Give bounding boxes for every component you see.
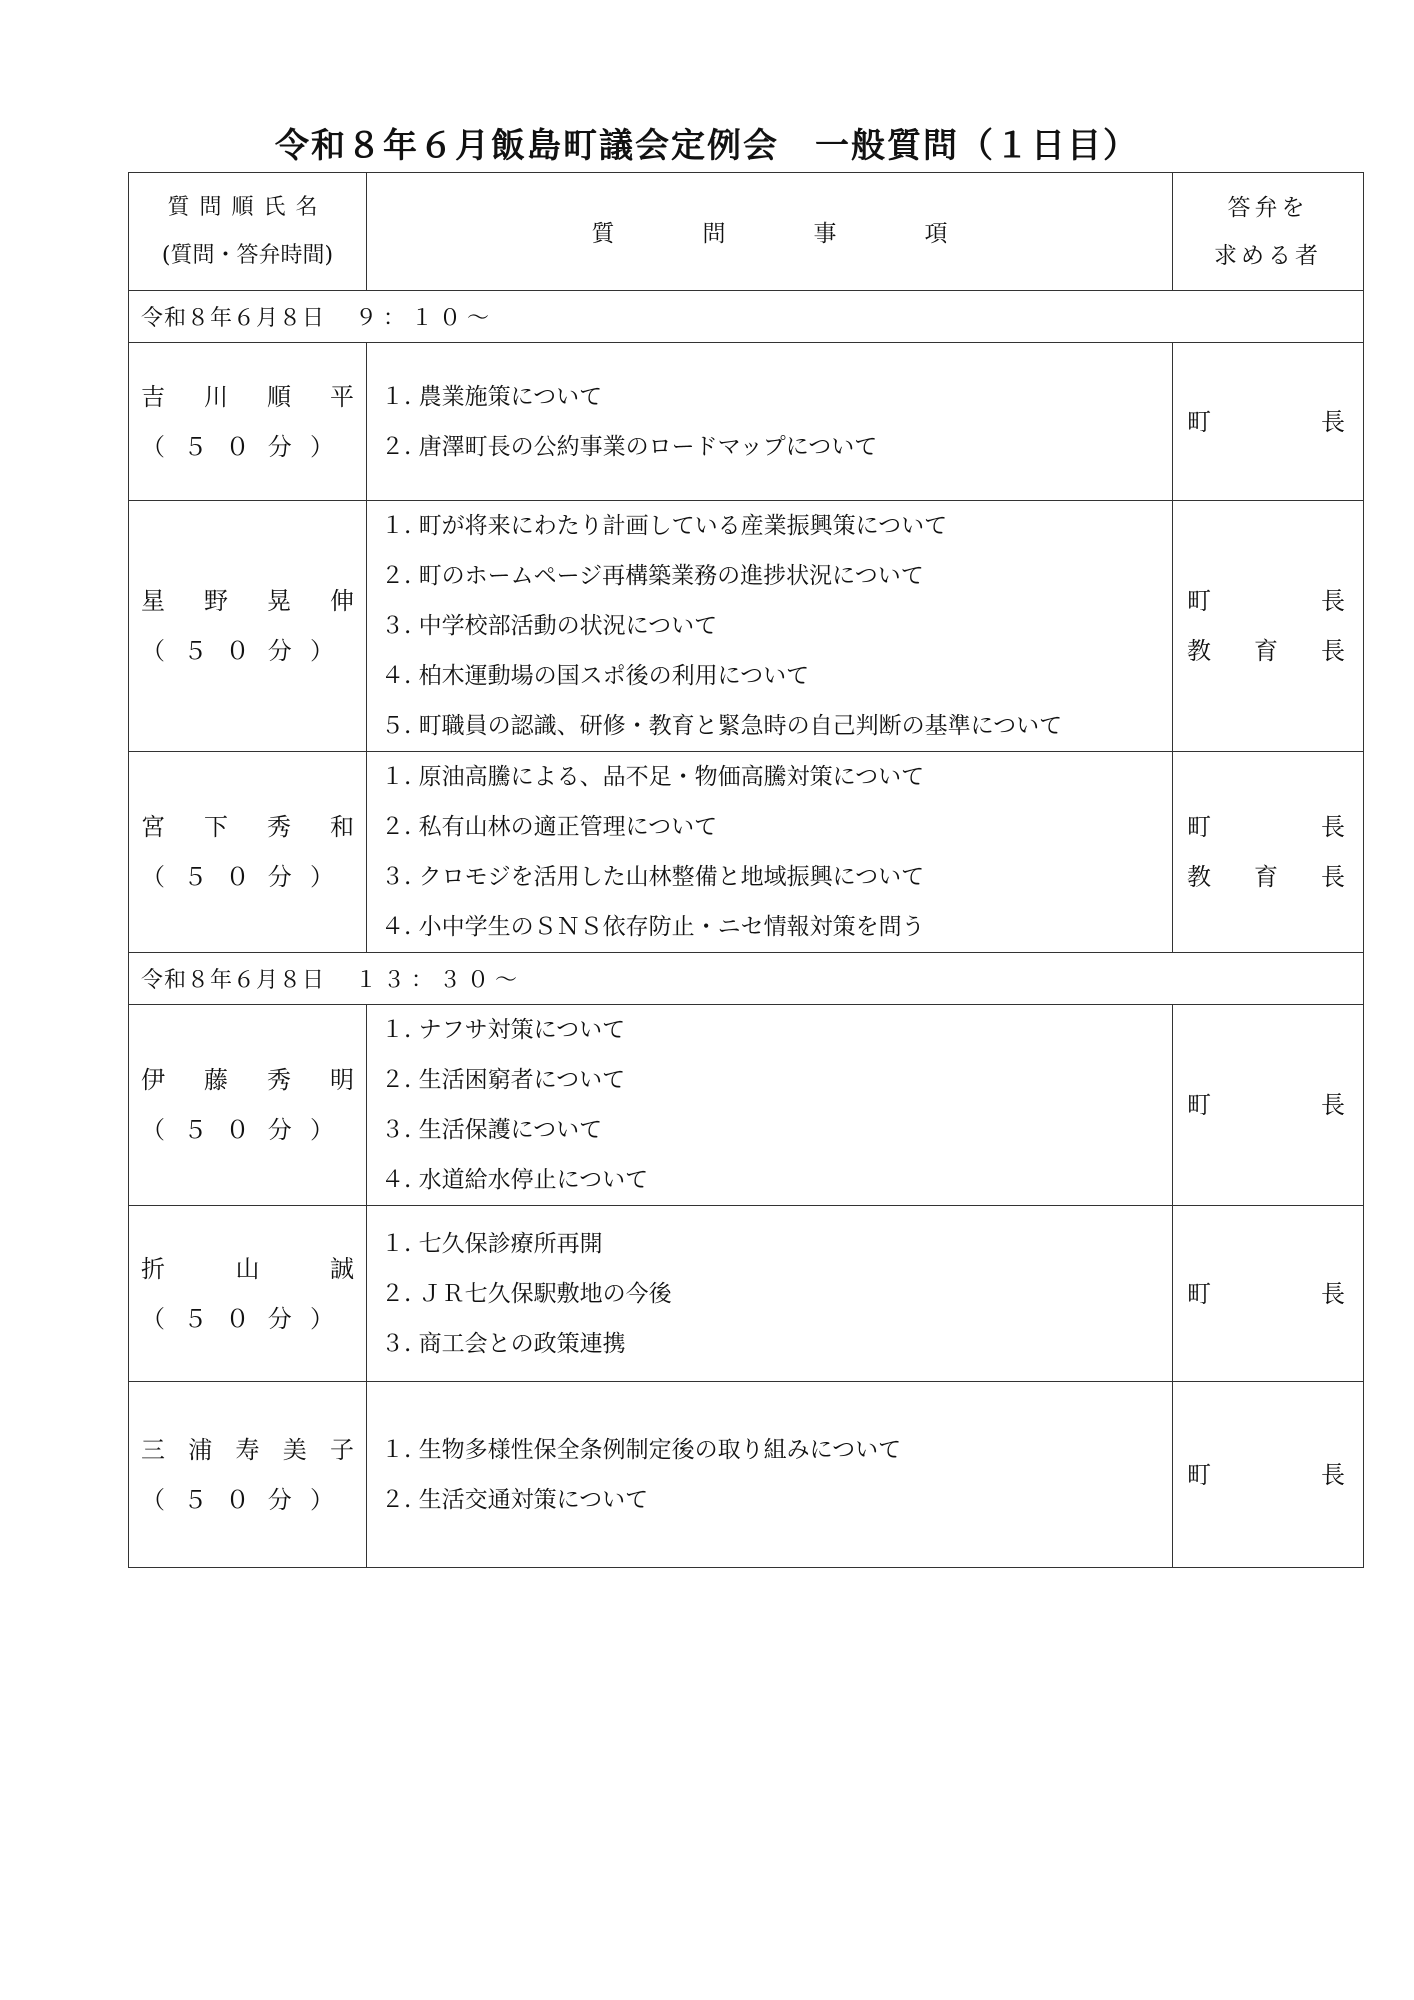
question-items-cell (367, 1005, 1173, 1206)
question-items-cell (367, 343, 1173, 501)
header-items-char: 問 (702, 221, 726, 247)
time-allotment-char: （ (141, 637, 165, 665)
questioner-name-char: 星 (141, 587, 165, 615)
questioner-name-char: 浦 (188, 1435, 213, 1464)
session-time: １３：３０～ (355, 968, 524, 993)
questioner-name-char: 晃 (267, 587, 291, 615)
responder-char: 教 (1187, 637, 1211, 665)
session-date: 令和８年６月８日 (141, 306, 326, 331)
responder-cell (1173, 1005, 1364, 1206)
questioner-name (141, 1244, 354, 1294)
question-item: １. 七久保診療所再開 (381, 1230, 603, 1257)
questioner-name-char: 和 (330, 813, 354, 841)
question-item: １. ナフサ対策について (381, 1017, 626, 1043)
table-row (129, 1206, 1364, 1382)
questioner-cell (129, 1206, 367, 1382)
question-item: １. 農業施策について (381, 383, 603, 410)
header-items-column (367, 173, 1173, 291)
time-allotment-char: ０ (225, 1116, 250, 1144)
time-allotment-char: （ (141, 1304, 165, 1333)
questioner-name-char: 伊 (141, 1066, 165, 1094)
questioner-name (141, 1055, 354, 1105)
time-allotment-char: ５ (183, 1485, 208, 1514)
questioner-name-char: 野 (204, 587, 228, 615)
questioner-name-char: 吉 (141, 382, 165, 411)
question-items-cell (367, 752, 1173, 953)
question-item: １. 町が将来にわたり計画している産業振興策について (381, 513, 948, 539)
header-responder-line1: 答弁を (1227, 194, 1309, 221)
questioner-name (141, 372, 354, 422)
questioner-name-char: 三 (141, 1435, 165, 1464)
question-item: ２. 町のホームページ再構築業務の進捗状況について (381, 563, 924, 589)
time-allotment-char: ５ (183, 1304, 208, 1333)
questioner-cell (129, 1005, 367, 1206)
question-items-cell (367, 1206, 1173, 1382)
time-allotment-char: 分 (267, 637, 292, 665)
responder-char: 町 (1187, 587, 1211, 615)
questioner-name-char: 川 (204, 382, 228, 411)
responder-cell (1173, 752, 1364, 953)
table-row (129, 752, 1364, 953)
responder-char: 長 (1321, 1091, 1345, 1119)
question-item: １. 生物多様性保全条例制定後の取り組みについて (381, 1436, 902, 1463)
question-item: ４. 柏木運動場の国スポ後の利用について (381, 663, 810, 689)
time-allotment-char: （ (141, 1485, 165, 1514)
time-allotment-char: 分 (267, 1116, 292, 1144)
time-allotment (141, 1475, 354, 1525)
session-row (129, 953, 1364, 1005)
questioner-name-char: 秀 (267, 813, 291, 841)
time-allotment (141, 422, 354, 472)
session-datetime (129, 291, 1364, 343)
time-allotment-char: ） (310, 1116, 334, 1144)
responder-char: 長 (1321, 407, 1345, 436)
session-datetime (129, 953, 1364, 1005)
time-allotment-char: ５ (183, 863, 208, 891)
question-item: ４. 水道給水停止について (381, 1167, 649, 1193)
questioner-cell (129, 1382, 367, 1568)
time-allotment-char: ０ (225, 637, 250, 665)
time-allotment-char: ５ (183, 1116, 208, 1144)
table-row (129, 501, 1364, 752)
time-allotment-char: （ (141, 432, 165, 461)
time-allotment-char: ） (310, 1485, 334, 1514)
time-allotment-char: 分 (267, 863, 292, 891)
questioner-name-char: 秀 (267, 1066, 291, 1094)
time-allotment-char: 分 (267, 432, 292, 461)
questioner-name (141, 1425, 354, 1475)
time-allotment-char: ５ (183, 432, 208, 461)
table-row (129, 1382, 1364, 1568)
time-allotment-char: 分 (267, 1485, 292, 1514)
questioner-name-char: 順 (267, 382, 291, 411)
responder-char: 育 (1254, 637, 1278, 665)
page-title: 令和８年６月飯島町議会定例会 一般質問（１日目） (275, 126, 1139, 166)
session-row (129, 291, 1364, 343)
time-allotment-char: ５ (183, 637, 208, 665)
questioner-name-char: 子 (330, 1435, 354, 1464)
responder-cell (1173, 501, 1364, 752)
responder-char: 町 (1187, 1460, 1211, 1489)
question-item: １. 原油高騰による、品不足・物価高騰対策について (381, 764, 925, 790)
questioner-name-char: 宮 (141, 813, 165, 841)
table-row (129, 343, 1364, 501)
time-allotment-char: （ (141, 863, 165, 891)
question-item: ２. 生活交通対策について (381, 1486, 649, 1513)
responder-char: 町 (1187, 407, 1211, 436)
question-item: ５. 町職員の認識、研修・教育と緊急時の自己判断の基準について (381, 713, 1063, 739)
question-item: ２. ＪＲ七久保駅敷地の今後 (381, 1280, 672, 1307)
time-allotment-char: ） (310, 637, 334, 665)
responder (1187, 576, 1345, 626)
responder (1187, 626, 1345, 676)
time-allotment-char: ０ (225, 1485, 250, 1514)
responder-char: 町 (1187, 1279, 1211, 1308)
responder-char: 長 (1321, 863, 1345, 891)
session-time: ９：１０～ (355, 306, 496, 331)
time-allotment (141, 626, 354, 676)
responder-char: 長 (1321, 587, 1345, 615)
time-allotment-char: ０ (225, 432, 250, 461)
time-allotment-char: ） (310, 432, 334, 461)
question-item: ３. 中学校部活動の状況について (381, 613, 718, 639)
header-name-line1: 質問順氏名 (167, 194, 328, 220)
question-item: ３. 商工会との政策連携 (381, 1330, 626, 1357)
questioner-name-char: 美 (282, 1435, 307, 1464)
responder-char: 長 (1321, 1460, 1345, 1489)
header-responder-line2: 求める者 (1214, 242, 1322, 269)
responder-char: 教 (1187, 863, 1211, 891)
question-item: ３. 生活保護について (381, 1117, 603, 1143)
questioner-name-char: 寿 (235, 1435, 260, 1464)
responder (1187, 852, 1345, 902)
header-name-column (129, 173, 367, 291)
time-allotment (141, 1294, 354, 1344)
responder (1187, 1080, 1345, 1130)
question-item: ４. 小中学生のＳＮＳ依存防止・ニセ情報対策を問う (381, 914, 925, 940)
responder-cell (1173, 1382, 1364, 1568)
questioner-name-char: 折 (141, 1254, 165, 1283)
header-name-line2: (質問・答弁時間) (161, 242, 334, 268)
questioner-name (141, 576, 354, 626)
responder-char: 育 (1254, 863, 1278, 891)
question-items-cell (367, 1382, 1173, 1568)
responder-char: 町 (1187, 1091, 1211, 1119)
responder-char: 長 (1321, 813, 1345, 841)
responder (1187, 397, 1345, 447)
time-allotment-char: ） (310, 863, 334, 891)
responder (1187, 802, 1345, 852)
questioner-name-char: 山 (235, 1254, 260, 1283)
header-items-char: 項 (924, 221, 948, 247)
header-items-char: 質 (591, 221, 615, 247)
responder-char: 長 (1321, 1279, 1345, 1308)
time-allotment (141, 1105, 354, 1155)
questioner-name-char: 藤 (204, 1066, 228, 1094)
question-items-cell (367, 501, 1173, 752)
time-allotment-char: ） (310, 1304, 334, 1333)
questioner-name (141, 802, 354, 852)
header-items-char: 事 (813, 221, 837, 247)
questioner-cell (129, 752, 367, 953)
question-item: ２. 私有山林の適正管理について (381, 814, 718, 840)
questioner-cell (129, 501, 367, 752)
question-item: ２. 生活困窮者について (381, 1067, 626, 1093)
header-responder-column (1173, 173, 1364, 291)
time-allotment-char: 分 (267, 1304, 292, 1333)
responder (1187, 1269, 1345, 1319)
time-allotment-char: ０ (225, 1304, 250, 1333)
responder (1187, 1450, 1345, 1500)
responder-char: 町 (1187, 813, 1211, 841)
responder-char: 長 (1321, 637, 1345, 665)
responder-cell (1173, 343, 1364, 501)
question-schedule-table (128, 172, 1364, 1568)
time-allotment-char: ０ (225, 863, 250, 891)
time-allotment (141, 852, 354, 902)
questioner-name-char: 明 (330, 1066, 354, 1094)
question-item: ３. クロモジを活用した山林整備と地域振興について (381, 864, 925, 890)
questioner-name-char: 平 (330, 382, 354, 411)
question-item: ２. 唐澤町長の公約事業のロードマップについて (381, 433, 878, 460)
questioner-cell (129, 343, 367, 501)
responder-cell (1173, 1206, 1364, 1382)
table-header-row (129, 173, 1364, 291)
time-allotment-char: （ (141, 1116, 165, 1144)
questioner-name-char: 誠 (330, 1254, 354, 1283)
questioner-name-char: 下 (204, 813, 228, 841)
session-date: 令和８年６月８日 (141, 968, 326, 993)
questioner-name-char: 伸 (330, 587, 354, 615)
table-row (129, 1005, 1364, 1206)
